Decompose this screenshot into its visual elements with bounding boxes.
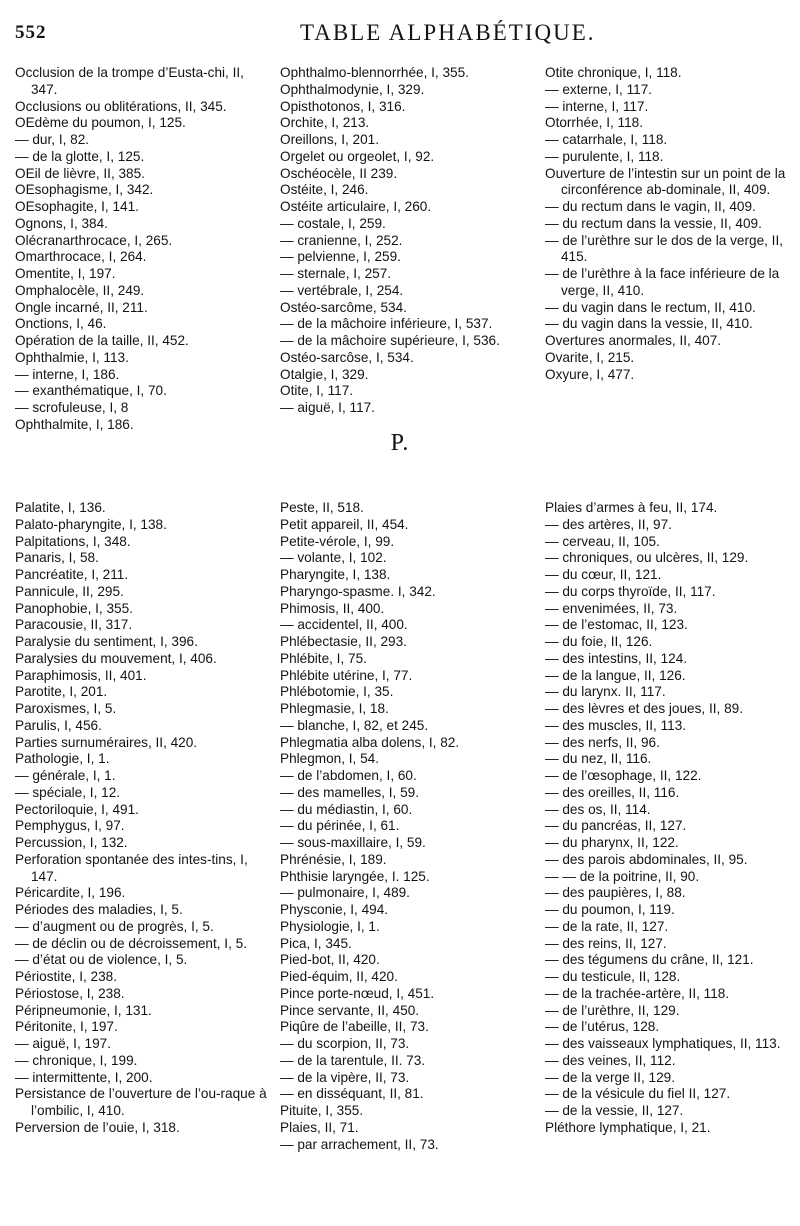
index-entry: Pléthore lymphatique, I, 21. [545,1119,711,1135]
running-title: TABLE ALPHABÉTIQUE. [300,20,596,45]
page-number: 552 [15,22,47,43]
index-entry: — du vagin dans la vessie, II, 410. [545,316,753,332]
index-entry: Paraphimosis, II, 401. [15,667,147,683]
index-entry: Panophobie, I, 355. [15,600,133,616]
index-entry: Paracousie, II, 317. [15,617,133,633]
index-entry: Péricardite, I, 196. [15,885,126,901]
index-entry: — envenimées, II, 73. [545,600,678,616]
index-entry: — de la tarentule, II. 73. [280,1052,426,1068]
index-entry: — de la glotte, I, 125. [15,148,145,164]
index-entry: Paralysies du mouvement, I, 406. [15,650,217,666]
index-entry: — des parois abdominales, II, 95. [545,851,748,867]
index-entry: — du cœur, II, 121. [545,567,662,582]
index-entry: — vertébrale, I, 254. [280,282,404,298]
index-entry: Otalgie, I, 329. [280,366,369,382]
index-entry: Opération de la taille, II, 452. [15,333,189,348]
index-entry: — des vaisseaux lymphatiques, II, 113. [545,1036,781,1051]
column-left [15,500,270,1153]
index-entry: Palatite, I, 136. [15,500,106,515]
index-entry: Périostose, I, 238. [15,985,125,1001]
index-entry: — chronique, I, 199. [15,1052,138,1068]
index-entry: — du médiastin, I, 60. [280,801,413,817]
index-entry: — volante, I, 102. [280,550,387,566]
index-entry: Ovarite, I, 215. [545,349,635,365]
index-entry: Phlegmatia alba dolens, I, 82. [280,734,460,750]
index-entry: OEdème du poumon, I, 125. [15,115,186,131]
index-entry: Physiologie, I, 1. [280,918,380,934]
index-entry: — du vagin dans le rectum, II, 410. [545,299,756,315]
index-entry: — du larynx. II, 117. [545,684,666,700]
index-entry: Pannicule, II, 295. [15,583,124,599]
index-entry: OEsophagisme, I, 342. [15,182,154,198]
index-entry: Petit appareil, II, 454. [280,516,409,532]
index-entry: — du rectum dans la vessie, II, 409. [545,215,762,231]
index-entry: Pharyngite, I, 138. [280,567,391,582]
index-entry: Opisthotonos, I, 316. [280,98,406,114]
index-entry: Pied-équim, II, 420. [280,969,398,984]
index-entry: Physconie, I, 494. [280,902,389,917]
index-entry: — sternale, I, 257. [280,266,392,281]
index-entry: Phlébectasie, II, 293. [280,634,407,649]
column-right [545,65,800,434]
index-entry: Persistance de l’ouverture de l’ou-raque à l’ombilic, I, 410. [15,1086,267,1118]
index-entry: — des os, II, 114. [545,801,651,817]
index-entry: Oschéocèle, II 239. [280,165,398,181]
index-entry: Ouverture de l’intestin sur un point de la circonférence ab-dominale, II, 409. [545,165,786,198]
index-entry: Pathologie, I, 1. [15,751,110,767]
index-entry: Ostéite articulaire, I, 260. [280,199,432,214]
index-entry: Phthisie laryngée, I. 125. [280,868,430,884]
index-entry: Overtures anormales, II, 407. [545,333,722,348]
index-entry: — externe, I, 117. [545,81,653,97]
index-entry: — cranienne, I, 252. [280,232,403,248]
index-entry: — de l’urèthre à la face inférieure de la verge, II, 410. [545,266,780,298]
index-entry: Plaies, II, 71. [280,1119,359,1135]
index-entry: Pharyngo-spasme. I, 342. [280,583,436,599]
index-entry: Ongle incarné, II, 211. [15,299,148,315]
index-entry: Ognons, I, 384. [15,215,108,231]
index-entry: — du poumon, I, 119. [545,902,675,917]
index-entry: — par arrachement, II, 73. [280,1136,439,1152]
index-entry: — de l’abdomen, I, 60. [280,768,417,783]
index-entry: — de la vipère, II, 73. [280,1069,410,1085]
index-entry: Phlébotomie, I, 35. [280,684,394,700]
column-middle [280,500,525,1153]
index-entry: Pituite, I, 355. [280,1103,364,1118]
index-entry: — du pancréas, II, 127. [545,818,687,834]
index-entry: — des paupières, I, 88. [545,885,686,901]
index-entry: Perversion de l’ouie, I, 318. [15,1119,180,1135]
index-entry: — générale, I, 1. [15,768,116,783]
index-entry: Phlegmon, I, 54. [280,751,379,767]
index-entry: Parties surnuméraires, II, 420. [15,734,198,750]
index-entry: Palato-pharyngite, I, 138. [15,516,167,532]
column-left [15,65,270,434]
index-entry: — de la verge II, 129. [545,1069,675,1085]
index-entry: — cerveau, II, 105. [545,533,660,549]
index-entry: — interne, I, 186. [15,366,120,382]
index-entry: — chroniques, ou ulcères, II, 129. [545,550,749,566]
index-entry: Pancréatite, I, 211. [15,567,129,582]
index-entry: — aiguë, I, 117. [280,400,375,415]
index-entry: — du testicule, II, 128. [545,969,681,984]
index-entry: Phlébite utérine, I, 77. [280,667,413,683]
index-entry: Palpitations, I, 348. [15,533,131,549]
index-entry: Périostite, I, 238. [15,969,118,984]
index-entry: Otite, I, 117. [280,383,354,399]
section-p-entries [15,500,800,1153]
index-entry: Occlusions ou oblitérations, II, 345. [15,98,227,114]
index-entry: Oreillons, I, 201. [280,132,379,147]
page-header [0,20,800,50]
index-entry: Omarthrocace, I, 264. [15,249,147,265]
index-entry: — de la vessie, II, 127. [545,1103,684,1118]
index-entry: Périodes des maladies, I, 5. [15,902,183,917]
index-entry: — purulente, I, 118. [545,148,664,164]
index-entry: — du pharynx, II, 122. [545,835,679,850]
index-entry: — de la vésicule du fiel II, 127. [545,1086,731,1102]
index-entry: Pemphygus, I, 97. [15,818,125,834]
index-entry: Parulis, I, 456. [15,717,102,733]
index-entry: — de l’utérus, 128. [545,1019,660,1035]
index-entry: Ophthalmo-blennorrhée, I, 355. [280,65,469,80]
index-entry: — des reins, II, 127. [545,935,667,951]
index-entry: — des tégumens du crâne, II, 121. [545,952,754,968]
index-entry: — des mamelles, I, 59. [280,784,420,800]
index-entry: — aiguë, I, 197. [15,1036,111,1051]
index-entry: — blanche, I, 82, et 245. [280,717,429,733]
index-entry: Ophthalmite, I, 186. [15,416,134,432]
index-entry: OEil de lièvre, II, 385. [15,165,145,181]
index-entry: — — de la poitrine, II, 90. [545,868,700,884]
index-entry: — intermittente, I, 200. [15,1069,153,1085]
index-entry: Phlegmasie, I, 18. [280,701,389,716]
index-entry: Paralysie du sentiment, I, 396. [15,634,198,649]
index-entry: — de l’estomac, II, 123. [545,617,688,633]
index-entry: — de l’urèthre, II, 129. [545,1002,680,1018]
index-entry: Onctions, I, 46. [15,316,107,332]
index-entry: Omphalocèle, II, 249. [15,282,145,298]
index-entry: Pied-bot, II, 420. [280,952,380,968]
letter-heading-p: P. [390,430,410,456]
column-middle [280,65,525,434]
index-entry: Petite-vérole, I, 99. [280,533,395,549]
index-entry: Perforation spontanée des intes-tins, I, 147. [15,851,248,884]
index-entry: Oxyure, I, 477. [545,366,635,382]
index-entry: Phimosis, II, 400. [280,600,385,616]
index-entry: Orchite, I, 213. [280,115,370,131]
index-entry: — interne, I, 117. [545,98,649,114]
index-entry: — sous-maxillaire, I, 59. [280,835,426,850]
index-entry: Ostéo-sarcôse, I, 534. [280,349,414,365]
index-entry: Olécranarthrocace, I, 265. [15,232,173,248]
index-entry: — de la langue, II, 126. [545,667,686,683]
index-entry: — de déclin ou de décroissement, I, 5. [15,935,247,951]
index-entry: — de l’urèthre sur le dos de la verge, II, 415. [545,232,784,265]
section-o-entries [15,65,800,434]
index-entry: — de l’œsophage, II, 122. [545,768,702,783]
index-entry: — en disséquant, II, 81. [280,1086,424,1102]
index-entry: — accidentel, II, 400. [280,617,408,633]
column-right [545,500,800,1153]
index-entry: — des lèvres et des joues, II, 89. [545,701,743,716]
index-entry: — scrofuleuse, I, 8 [15,400,129,415]
index-entry: Phlébite, I, 75. [280,650,367,666]
index-entry: — de la rate, II, 127. [545,918,669,934]
index-entry: Otorrhée, I, 118. [545,115,643,131]
index-entry: Panaris, I, 58. [15,550,99,566]
index-entry: Paroxismes, I, 5. [15,701,117,716]
index-entry: Pince porte-nœud, I, 451. [280,985,435,1001]
index-entry: Ostéo-sarcôme, 534. [280,299,407,315]
index-entry: — des artères, II, 97. [545,516,672,532]
index-entry: Orgelet ou orgeolet, I, 92. [280,148,435,164]
index-entry: Ostéite, I, 246. [280,182,369,198]
index-entry: Ophthalmie, I, 113. [15,349,129,365]
index-entry: Péritonite, I, 197. [15,1019,118,1035]
index-entry: Piqûre de l’abeille, II, 73. [280,1019,429,1035]
index-entry: — d’état ou de violence, I, 5. [15,952,188,968]
index-entry: Percussion, I, 132. [15,835,128,850]
index-entry: — pulmonaire, I, 489. [280,885,410,901]
index-entry: — pelvienne, I, 259. [280,249,401,265]
index-entry: — du corps thyroïde, II, 117. [545,583,716,599]
index-entry: Pica, I, 345. [280,935,352,951]
index-entry: — du scorpion, II, 73. [280,1036,410,1051]
index-entry: Parotite, I, 201. [15,684,108,700]
index-entry: OEsophagite, I, 141. [15,199,139,214]
index-entry: — costale, I, 259. [280,215,386,231]
index-entry: Omentite, I, 197. [15,266,116,281]
index-entry: — des veines, II, 112. [545,1052,676,1068]
index-entry: — des muscles, II, 113. [545,717,687,733]
index-entry: — du rectum dans le vagin, II, 409. [545,199,756,214]
index-entry: — d’augment ou de progrès, I, 5. [15,918,214,934]
index-entry: — de la mâchoire supérieure, I, 536. [280,333,500,348]
index-entry: — du périnée, I, 61. [280,818,400,834]
index-entry: — de la mâchoire inférieure, I, 537. [280,316,493,332]
index-entry: Peste, II, 518. [280,500,364,515]
index-entry: — dur, I, 82. [15,132,90,147]
index-entry: — spéciale, I, 12. [15,784,121,800]
index-entry: — des nerfs, II, 96. [545,734,660,750]
index-entry: Otite chronique, I, 118. [545,65,682,80]
index-entry: — exanthématique, I, 70. [15,383,167,399]
index-entry: — de la trachée-artère, II, 118. [545,985,730,1001]
index-entry: — du nez, II, 116. [545,751,652,767]
index-entry: — des oreilles, II, 116. [545,784,680,800]
index-entry: Pince servante, II, 450. [280,1002,420,1018]
index-entry: — des intestins, II, 124. [545,650,688,666]
index-entry: — catarrhale, I, 118. [545,132,668,147]
index-entry: Ophthalmodynie, I, 329. [280,81,425,97]
index-entry: Pectoriloquie, I, 491. [15,801,139,817]
index-entry: Péripneumonie, I, 131. [15,1002,152,1018]
index-entry: — du foie, II, 126. [545,634,653,649]
index-entry: Phrénésie, I, 189. [280,851,387,867]
index-entry: Occlusion de la trompe d’Eusta-chi, II, 347. [15,65,244,97]
index-entry: Plaies d’armes à feu, II, 174. [545,500,718,515]
